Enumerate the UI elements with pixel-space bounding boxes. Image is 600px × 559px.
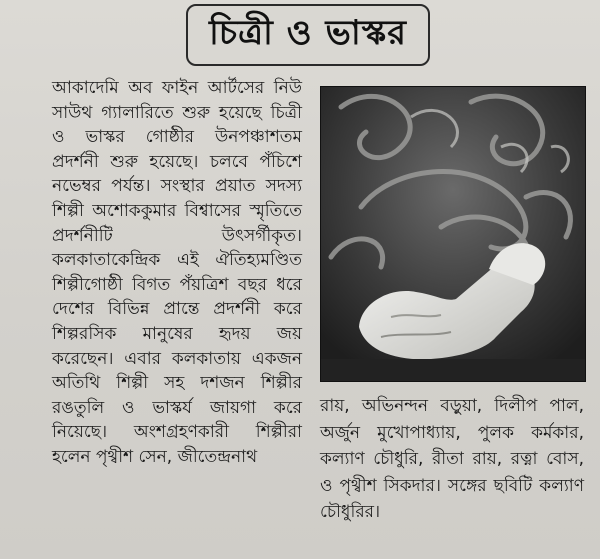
article-continuation: রায়, অভিনন্দন বড়ুয়া, দিলীপ পাল, অর্জুন মুখোপাধ্যায়, পুলক কর্মকার, কল্যাণ চৌধুরি, রীতা রায়, রত্না বোস, ও পৃথ্বীশ সিকদার। সঙ্গের ছবিটি কল্যাণ চৌধুরির। xyxy=(320,396,584,522)
article-body-column xyxy=(52,76,302,470)
sculpture-image xyxy=(321,87,585,381)
headline-box xyxy=(186,4,430,66)
article-continuation-column xyxy=(320,393,584,526)
article-body: আকাদেমি অব ফাইন আর্টসের নিউ সাউথ গ্যালারিতে শুরু হয়েছে চিত্রী ও ভাস্কর গোষ্ঠীর উনপঞ্চাশতম প্রদর্শনী শুরু হয়েছে। চলবে পঁচিশে নভেম্বর পর্যন্ত। সংস্থার প্রয়াত সদস্য শিল্পী অশোককুমার বিশ্বাসের স্মৃতিতে প্রদর্শনীটি উৎসর্গীকৃত। কলকাতাকেন্দ্রিক এই ঐতিহ্যমণ্ডিত শিল্পীগোষ্ঠী বিগত পঁয়ত্রিশ বছর ধরে দেশের বিভিন্ন প্রান্তে প্রদর্শনী করে শিল্পরসিক মানুষের হৃদয় জয় করেছেন। এবার কলকাতায় একজন অতিথি শিল্পী সহ দশজন শিল্পীর রঙতুলি ও ভাস্কর্য জায়গা করে নিয়েছে। অংশগ্রহণকারী শিল্পীরা হলেন পৃথ্বীশ সেন, জীতেন্দ্রনাথ xyxy=(52,78,302,467)
headline: চিত্রী ও ভাস্কর xyxy=(209,12,407,53)
artwork-photo xyxy=(320,86,586,382)
